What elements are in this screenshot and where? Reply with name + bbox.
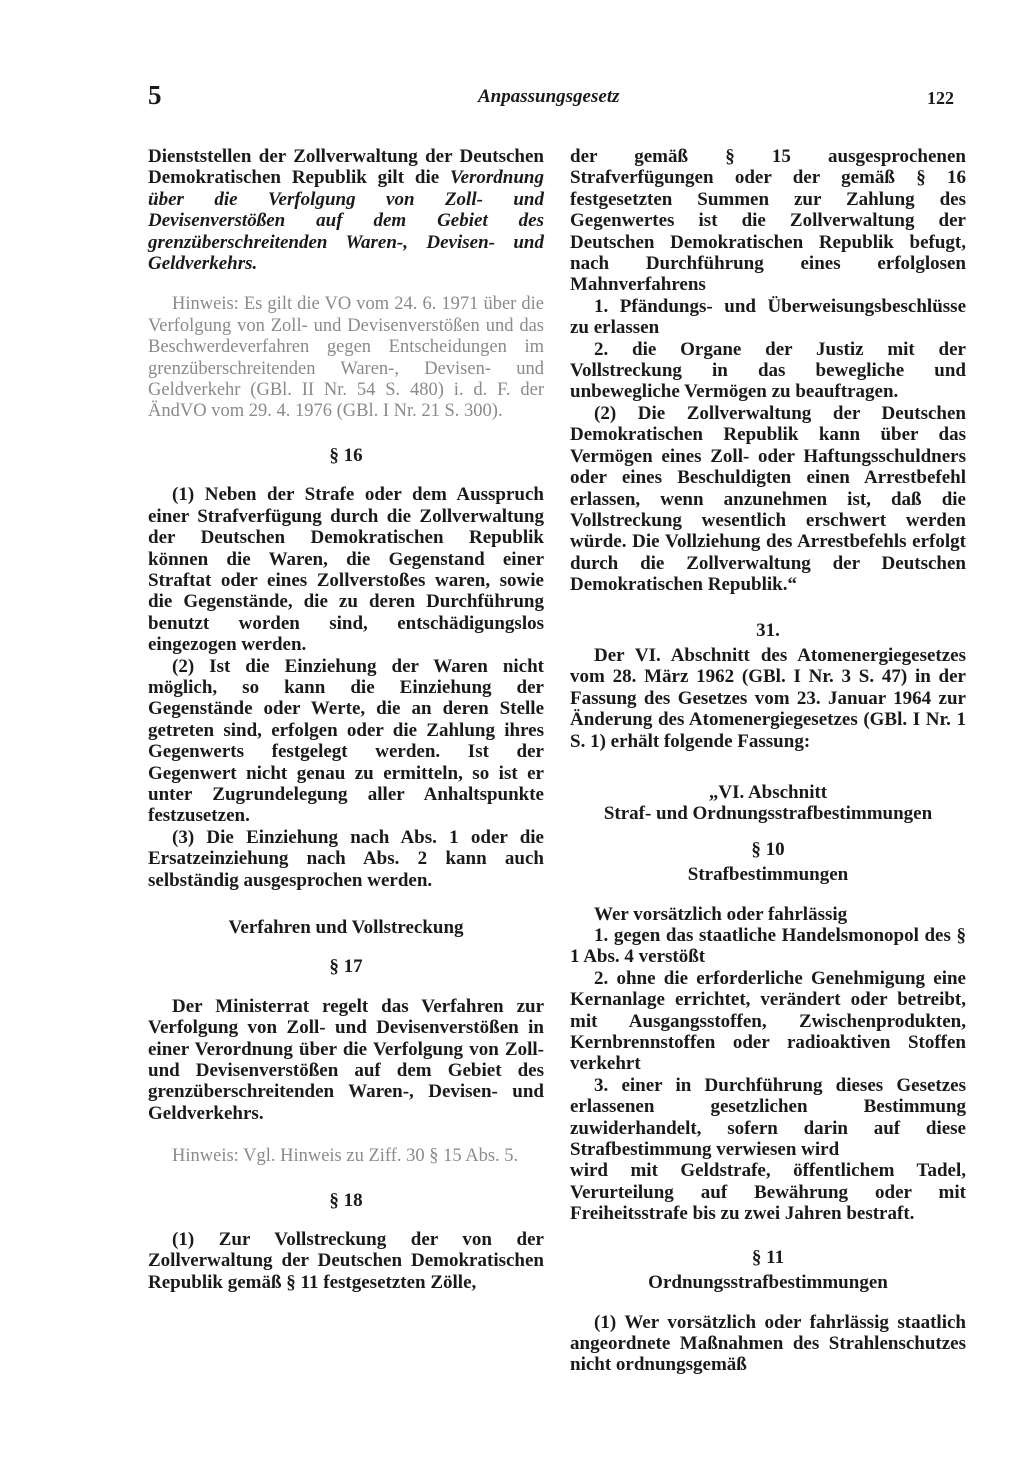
section-11-heading: § 11 — [751, 1246, 785, 1268]
section-10-intro: Wer vorsätzlich oder fahrlässig — [594, 903, 848, 925]
section-16-heading: § 16 — [329, 444, 363, 466]
section-10-item-3: 3. einer in Durchführung dieses Gesetzes erlassenen gesetzlichen Bestimmung zuwiderhandelt, sofern darin auf diese Strafbestimmung verwiesen wird — [570, 1074, 966, 1161]
section-17-paragraph: Der Ministerrat regelt das Verfahren zur Verfolgung von Zoll- und Devisenverstößen in einer Verordnung über die Verfolgung von Zoll- und Devisenverstößen auf dem Gebiet des grenzüberschreitenden Waren-, Devisen- und Geldverkehrs. — [148, 995, 544, 1124]
section-10-penalty: wird mit Geldstrafe, öffentlichem Tadel, Verurteilung auf Bewährung oder mit Freiheitsstrafe bis zu zwei Jahren bestraft. — [570, 1160, 966, 1225]
heading-verfahren: Verfahren und Vollstreckung — [228, 917, 464, 938]
intro-paragraph — [148, 146, 544, 274]
page-number: 122 — [927, 88, 954, 108]
section-18-heading: § 18 — [329, 1189, 363, 1211]
abschnitt-subheading: Straf- und Ordnungsstrafbestimmungen — [603, 803, 933, 825]
running-title: Anpassungsgesetz — [478, 86, 620, 107]
note-ziff-30: Hinweis: Vgl. Hinweis zu Ziff. 30 § 15 Abs. 5. — [172, 1146, 519, 1167]
chapter-number: 5 — [148, 80, 162, 110]
section-16-paragraph-3: (3) Die Einziehung nach Abs. 1 oder die Ersatzeinziehung nach Abs. 2 kann auch selbständig ausgesprochen werden. — [148, 826, 544, 891]
section-18-continuation: der gemäß § 15 ausgesprochenen Strafverfügungen oder der gemäß § 16 festgesetzten Summen zur Zahlung des Gegenwertes ist die Zollverwaltung der Deutschen Demokratischen Republik befugt, nach Durchführung eines erfolglosen Mahnverfahrens — [570, 146, 966, 296]
right-column — [570, 146, 966, 1376]
section-16-paragraph-1: (1) Neben der Strafe oder dem Ausspruch einer Strafverfügung durch die Zollverwaltung der Deutschen Demokratischen Republik können die Waren, die Gegenstand einer Straftat oder eines Zollverstoßes waren, sowie die Gegenstände, die zu deren Durchführung benutzt worden sind, entschädigungslos eingezogen werden. — [148, 484, 544, 656]
note-vo-1971: Hinweis: Es gilt die VO vom 24. 6. 1971 über die Verfolgung von Zoll- und Devisenverstößen und das Beschwerdeverfahren gegen Entscheidungen im grenzüberschreitenden Waren-, Devisen- und Geldverkehr (GBl. II Nr. 54 S. 480) i. d. F. der ÄndVO vom 29. 4. 1976 (GBl. I Nr. 21 S. 300). — [148, 294, 544, 422]
left-column — [148, 146, 544, 1293]
section-10-item-2: 2. ohne die erforderliche Genehmigung eine Kernanlage errichtet, verändert oder betreibt, mit Ausgangsstoffen, Zwischenprodukten, Kernbrennstoffen oder radioaktiven Stoffen verkehrt — [570, 967, 966, 1075]
section-16-paragraph-2: (2) Ist die Einziehung der Waren nicht möglich, so kann die Einziehung der Gegenstände oder Werte, die an deren Stelle getreten sind, erfolgen oder die Zahlung ihres Gegenwerts festgelegt werden. Ist der Gegenwert nicht genau zu ermitteln, so ist er unter Zugrundelegung aller Anhaltspunkte festzusetzen. — [148, 655, 544, 827]
section-18-paragraph-2: (2) Die Zollverwaltung der Deutschen Demokratischen Republik kann über das Vermögen eines Zoll- oder Haftungsschuldners oder eines Beschuldigten einen Arrestbefehl erlassen, wenn anzunehmen ist, daß die Vollstreckung wesentlich erschwert werden würde. Die Vollziehung des Arrestbefehls erfolgt durch die Zollverwaltung der Deutschen Demokratischen Republik.“ — [570, 402, 966, 596]
intro-text: Dienststellen der Zollverwaltung der Deutschen Demokratischen Republik gilt die — [148, 146, 544, 189]
section-11-subheading: Ordnungsstrafbestimmungen — [648, 1272, 888, 1294]
section-11-paragraph-1: (1) Wer vorsätzlich oder fahrlässig staatlich angeordnete Maßnahmen des Strahlenschutzes nicht ordnungsgemäß — [570, 1311, 966, 1376]
abschnitt-heading: „VI. Abschnitt — [708, 781, 828, 803]
item-31-text: Der VI. Abschnitt des Atomenergiegesetzes vom 28. März 1962 (GBl. I Nr. 3 S. 47) in der Fassung des Gesetzes vom 23. Januar 1964 zur Änderung des Atomenergiegesetzes (GBl. I Nr. 1 S. 1) erhält folgende Fassung: — [570, 644, 966, 752]
section-10-subheading: Strafbestimmungen — [687, 864, 849, 886]
section-18-item-1: 1. Pfändungs- und Überweisungsbeschlüsse zu erlassen — [570, 295, 966, 339]
item-31-heading: 31. — [756, 619, 780, 641]
section-10-heading: § 10 — [751, 838, 785, 860]
intro-italic-text: Verordnung über die Verfolgung von Zoll- und Devisenverstößen auf dem Gebiet des grenzüberschreitenden Waren-, Devisen- und Geldverkehrs. — [148, 167, 544, 275]
section-18-item-2: 2. die Organe der Justiz mit der Vollstreckung in das bewegliche und unbewegliche Vermögen zu beauftragen. — [570, 338, 966, 403]
section-10-item-1: 1. gegen das staatliche Handelsmonopol des § 1 Abs. 4 verstößt — [570, 925, 966, 968]
section-17-heading: § 17 — [329, 956, 363, 978]
section-18-paragraph-1: (1) Zur Vollstreckung der von der Zollverwaltung der Deutschen Demokratischen Republik gemäß § 11 festgesetzten Zölle, — [148, 1229, 544, 1293]
